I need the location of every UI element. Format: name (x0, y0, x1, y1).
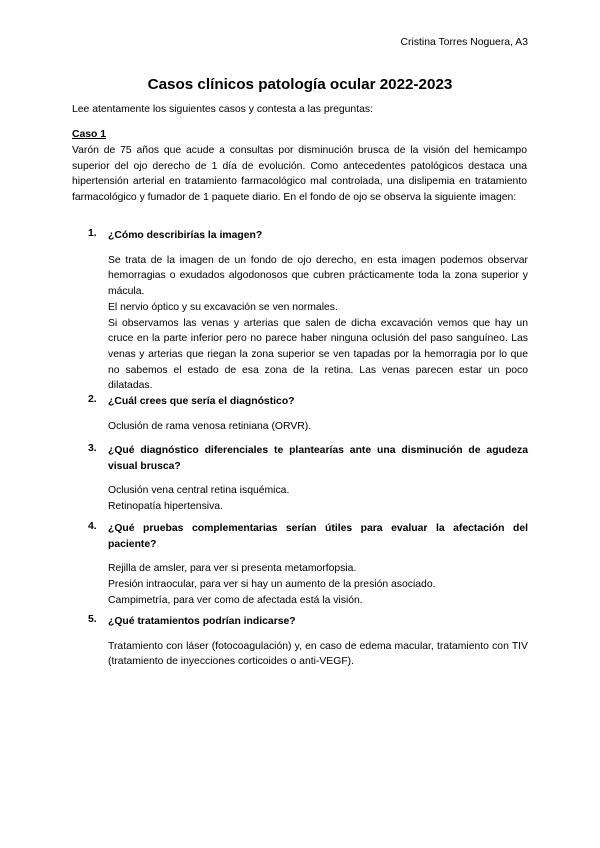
question-number: 1. (88, 228, 97, 239)
question-number: 2. (88, 394, 97, 405)
answer-line: Oclusión de rama venosa retiniana (ORVR). (108, 420, 312, 432)
intro-text: Lee atentamente los siguientes casos y contesta a las preguntas: (72, 104, 373, 115)
answer-block (108, 561, 528, 608)
question-4 (88, 521, 528, 609)
document-title: Casos clínicos patología ocular 2022-2023 (147, 76, 453, 93)
question-text: ¿Qué tratamientos podrían indicarse? (108, 616, 296, 627)
question-text: ¿Cuál crees que sería el diagnóstico? (108, 396, 295, 407)
question-number: 4. (88, 521, 97, 532)
answer-line: El nervio óptico y su excavación se ven normales. (108, 301, 338, 313)
answer-line: Si observamos las venas y arterias que salen de dicha excavación vemos que hay un cruce en la parte inferior pero no parece haber ninguna oclusión del paso sanguíneo. Las venas y arterias que riegan la zona superior se ven tapadas por la hemorragia por lo que no sabemos el estado de esa zona de la retina. Las venas parecen estar un poco dilatadas. (108, 317, 528, 392)
author-header: Cristina Torres Noguera, A3 (400, 37, 528, 48)
answer-line: Rejilla de amsler, para ver si presenta metamorfopsia. (108, 563, 357, 575)
case-description: Varón de 75 años que acude a consultas por disminución brusca de la visión del hemicampo superior del ojo derecho de 1 día de evolución. Como antecedentes patológicos destaca una hipertensión arterial en tratamiento farmacológico mal controlada, una dislipemia en tratamiento farmacológico y fumador de 1 paquete diario. En el fondo de ojo se observa la siguiente imagen: (72, 145, 527, 204)
answer-block (108, 419, 528, 435)
question-number: 3. (88, 443, 97, 454)
question-text: ¿Qué pruebas complementarias serían útiles para evaluar la afectación del paciente? (108, 523, 528, 550)
question-5 (88, 614, 528, 670)
question-3 (88, 443, 528, 515)
answer-block (108, 253, 528, 394)
answer-line: Retinopatía hipertensiva. (108, 501, 223, 513)
question-number: 5. (88, 614, 97, 625)
answer-line: Campimetría, para ver como de afectada está la visión. (108, 594, 363, 606)
answer-line: Tratamiento con láser (fotocoagulación) y, en caso de edema macular, tratamiento con TIV (tratamiento de inyecciones corticoides o anti-VEGF). (108, 640, 528, 668)
answer-block (108, 639, 528, 670)
question-1 (88, 228, 528, 394)
case-title: Caso 1 (72, 129, 107, 140)
question-text: ¿Qué diagnóstico diferenciales te plantearías ante una disminución de agudeza visual brusca? (108, 445, 528, 472)
answer-line: Oclusión vena central retina isquémica. (108, 485, 290, 497)
answer-line: Se trata de la imagen de un fondo de ojo derecho, en esta imagen podemos observar hemorragias o exudados algodonosos que cubren prácticamente toda la zona superior y mácula. (108, 254, 528, 298)
answer-block (108, 483, 528, 514)
answer-line: Presión intraocular, para ver si hay un aumento de la presión asociado. (108, 579, 436, 591)
question-2 (88, 394, 528, 434)
question-text: ¿Cómo describirías la imagen? (108, 230, 263, 241)
